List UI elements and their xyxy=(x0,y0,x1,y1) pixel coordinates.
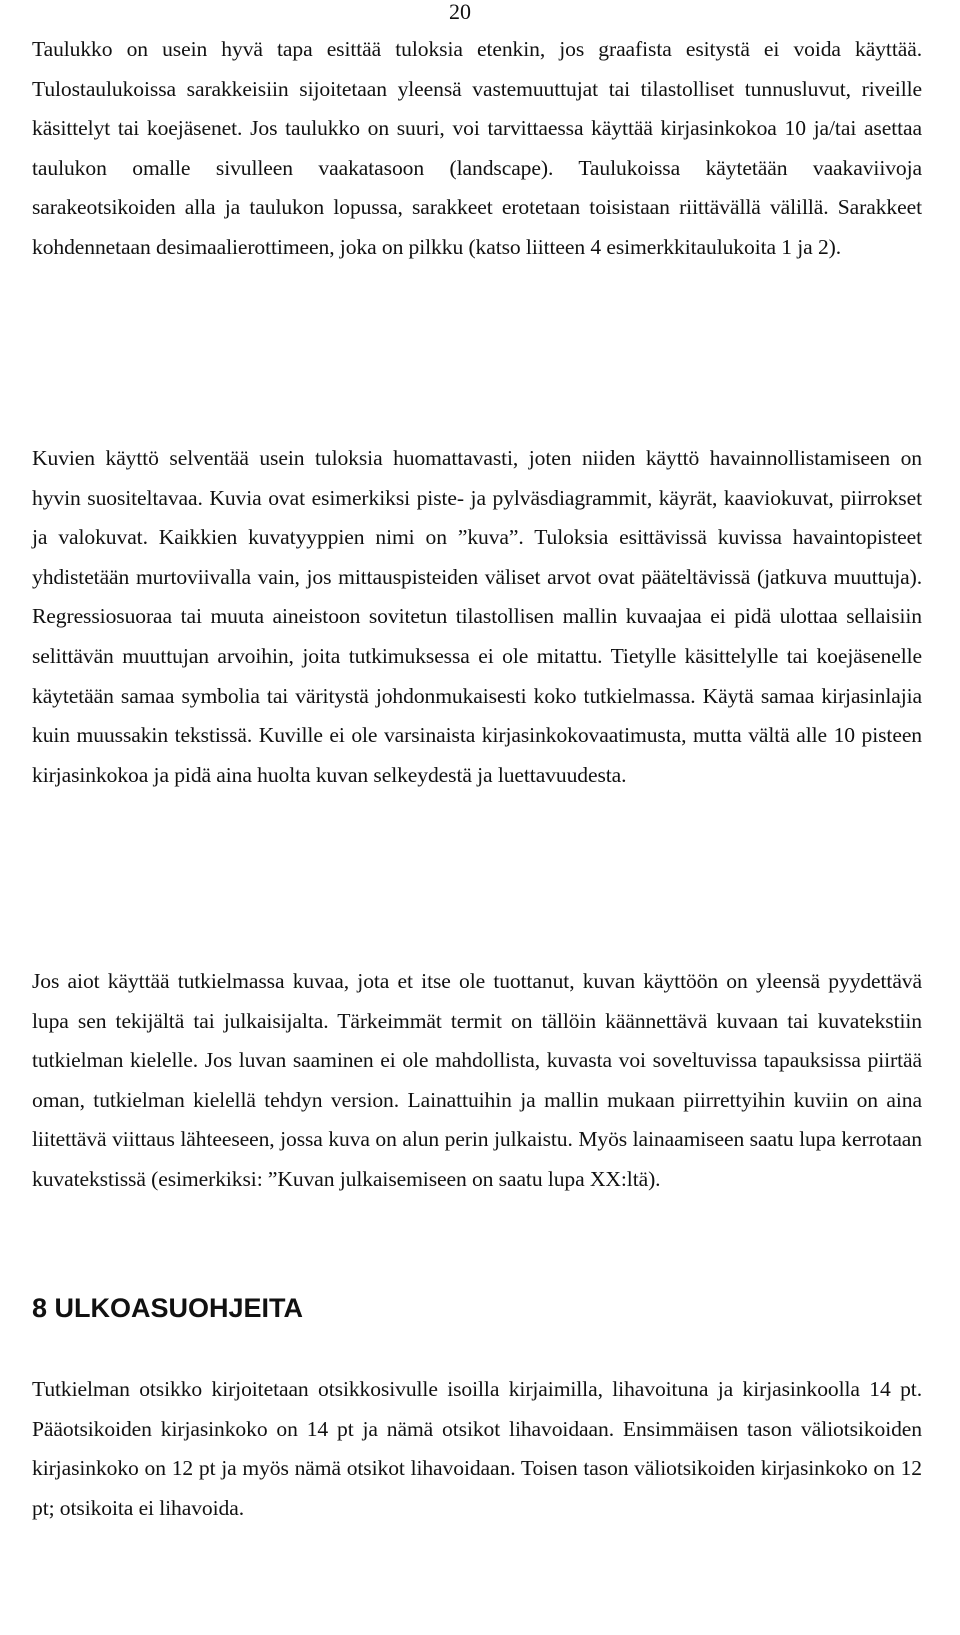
section-heading: 8 ULKOASUOHJEITA xyxy=(32,1293,304,1323)
page-number: 20 xyxy=(449,0,471,24)
paragraph-figures: Kuvien käyttö selventää usein tuloksia huomattavasti, joten niiden käyttö havainnollistamiseen on hyvin suositeltavaa. Kuvia ovat esimerkiksi piste- ja pylväsdiagrammit, käyrät, kaaviokuvat, piirrokset ja valokuvat. Kaikkien kuvatyyppien nimi on ”kuva”. Tuloksia esittävissä kuvissa havaintopisteet yhdistetään murtoviivalla vain, jos mittauspisteiden väliset arvot ovat pääteltävissä (jatkuva muuttuja). Regressiosuoraa tai muuta aineistoon sovitetun tilastollisen mallin kuvaajaa ei pidä ulottaa sellaisiin selittävän muuttujan arvoihin, joita tutkimuksessa ei ole mitattu. Tietylle käsittelylle tai koejäsenelle käytetään samaa symbolia tai väritystä johdonmukaisesti koko tutkielmassa. Käytä samaa kirjasinlajia kuin muussakin tekstissä. Kuville ei ole varsinaista kirjasinkokovaatimusta, mutta vältä alle 10 pisteen kirjasinkokoa ja pidä aina huolta kuvan selkeydestä ja luettavuudesta. xyxy=(32,446,922,787)
paragraph-title-formatting: Tutkielman otsikko kirjoitetaan otsikkosivulle isoilla kirjaimilla, lihavoituna ja kirjasinkoolla 14 pt. Pääotsikoiden kirjasinkoko on 14 pt ja nämä otsikot lihavoidaan. Ensimmäisen tason väliotsikoiden kirjasinkoko on 12 pt ja myös nämä otsikot lihavoidaan. Toisen tason väliotsikoiden kirjasinkoko on 12 pt; otsikoita ei lihavoida. xyxy=(32,1377,922,1520)
paragraph-figure-permissions: Jos aiot käyttää tutkielmassa kuvaa, jota et itse ole tuottanut, kuvan käyttöön on yleensä pyydettävä lupa sen tekijältä tai julkaisijalta. Tärkeimmät termit on tällöin käännettävä kuvaan tai kuvatekstiin tutkielman kielelle. Jos luvan saaminen ei ole mahdollista, kuvasta voi soveltuvissa tapauksissa piirtää oman, tutkielman kielellä tehdyn version. Lainattuihin ja mallin mukaan piirrettyihin kuviin on aina liitettävä viittaus lähteeseen, jossa kuva on alun perin julkaistu. Myös lainaamiseen saatu lupa kerrotaan kuvatekstissä (esimerkiksi: ”Kuvan julkaisemiseen on saatu lupa XX:ltä). xyxy=(32,969,922,1191)
paragraph-tables: Taulukko on usein hyvä tapa esittää tuloksia etenkin, jos graafista esitystä ei voida käyttää. Tulostaulukoissa sarakkeisiin sijoitetaan yleensä vastemuuttujat tai tilastolliset tunnusluvut, riveille käsittelyt tai koejäsenet. Jos taulukko on suuri, voi tarvittaessa käyttää kirjasinkokoa 10 ja/tai asettaa taulukon omalle sivulleen vaakatasoon (landscape). Taulukoissa käytetään vaakaviivoja sarakeotsikoiden alla ja taulukon lopussa, sarakkeet erotetaan toisistaan riittävällä välillä. Sarakkeet kohdennetaan desimaalierottimeen, joka on pilkku (katso liitteen 4 esimerkkitaulukoita 1 ja 2). xyxy=(32,37,922,259)
